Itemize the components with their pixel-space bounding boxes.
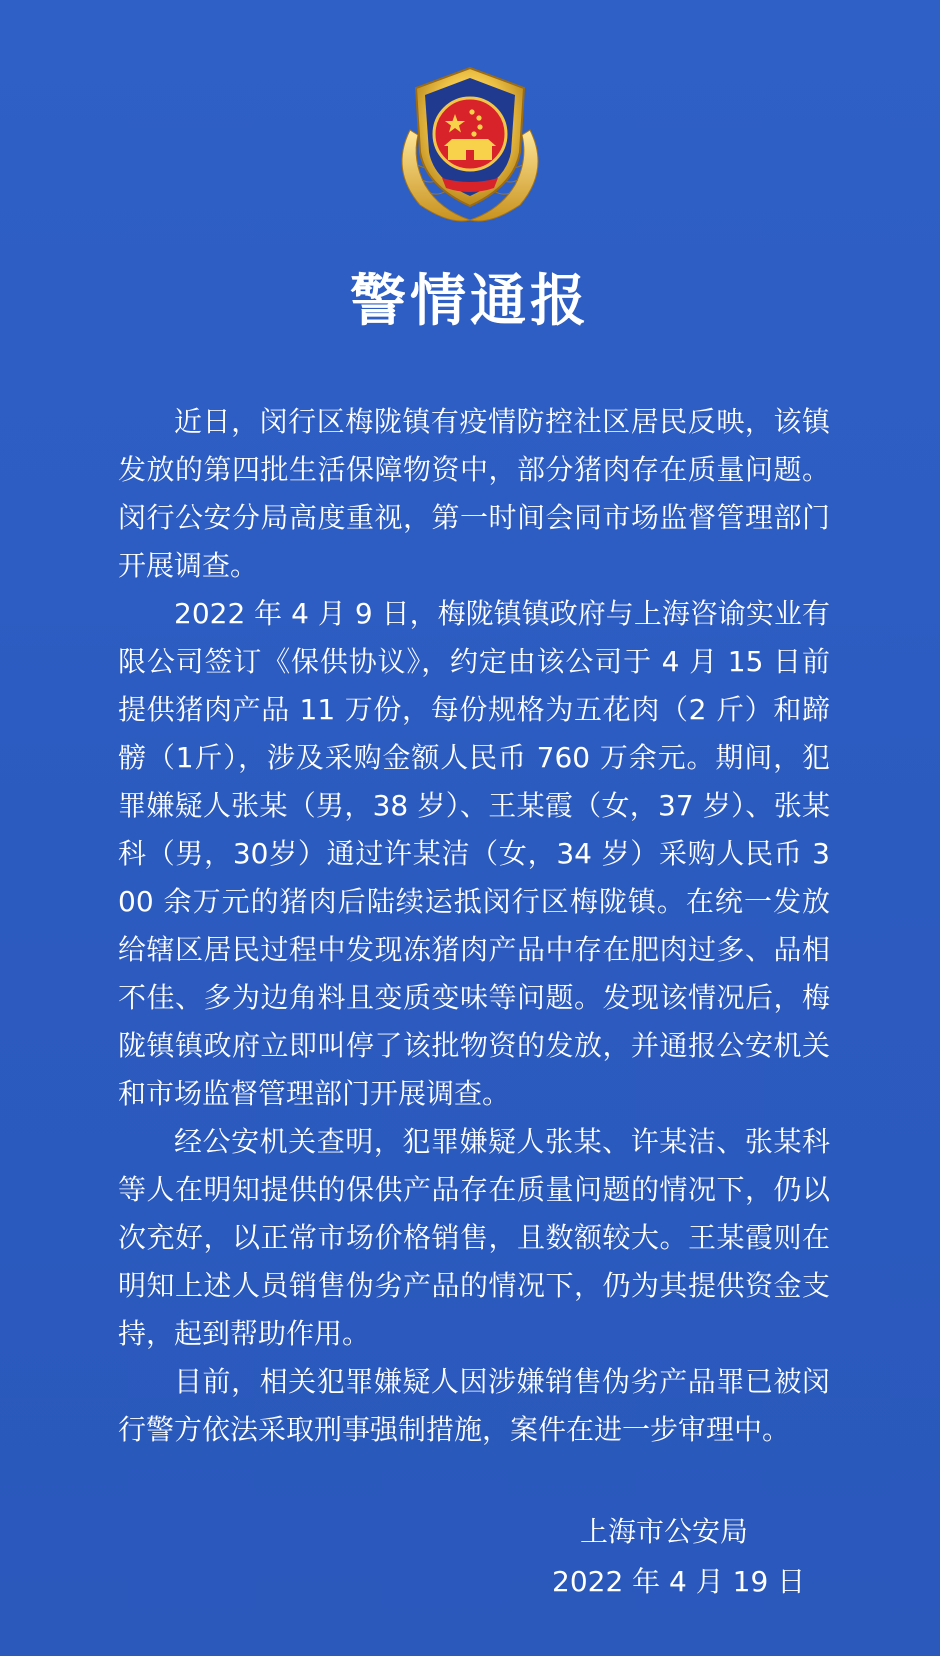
paragraph: 近日，闵行区梅陇镇有疫情防控社区居民反映，该镇发放的第四批生活保障物资中，部分猪肉存在质量问题。闵行公安分局高度重视，第一时间会同市场监督管理部门开展调查。 bbox=[118, 405, 830, 582]
issuing-organization: 上海市公安局 bbox=[580, 1515, 749, 1548]
paragraph: 2022 年 4 月 9 日，梅陇镇镇政府与上海咨谕实业有限公司签订《保供协议》，约定由该公司于 4 月 15 日前提供猪肉产品 11 万份，每份规格为五花肉（2 斤）和蹄髈（1斤），涉及采购金额人民币 760 万余元。期间，犯罪嫌疑人张某（男，38 岁）、王某霞（女，37 岁）、张某科（男，30岁）通过许某洁（女，34 岁）采购人民币 300 余万元的猪肉后陆续运抵闵行区梅陇镇。在统一发放给辖区居民过程中发现冻猪肉产品中存在肥肉过多、品相不佳、多为边角料且变质变味等问题。发现该情况后，梅陇镇镇政府立即叫停了该批物资的发放，并通报公安机关和市场监督管理部门开展调查。 bbox=[118, 597, 830, 1110]
notice-body bbox=[118, 398, 830, 1454]
paragraph: 经公安机关查明，犯罪嫌疑人张某、许某洁、张某科等人在明知提供的保供产品存在质量问题的情况下，仍以次充好，以正常市场价格销售，且数额较大。王某霞则在明知上述人员销售伪劣产品的情况下，仍为其提供资金支持，起到帮助作用。 bbox=[118, 1125, 830, 1350]
issue-date: 2022 年 4 月 19 日 bbox=[552, 1565, 806, 1598]
paragraph: 目前，相关犯罪嫌疑人因涉嫌销售伪劣产品罪已被闵行警方依法采取刑事强制措施，案件在进一步审理中。 bbox=[118, 1365, 830, 1446]
police-emblem-icon bbox=[380, 60, 560, 230]
notice-title: 警情通报 bbox=[350, 269, 590, 334]
